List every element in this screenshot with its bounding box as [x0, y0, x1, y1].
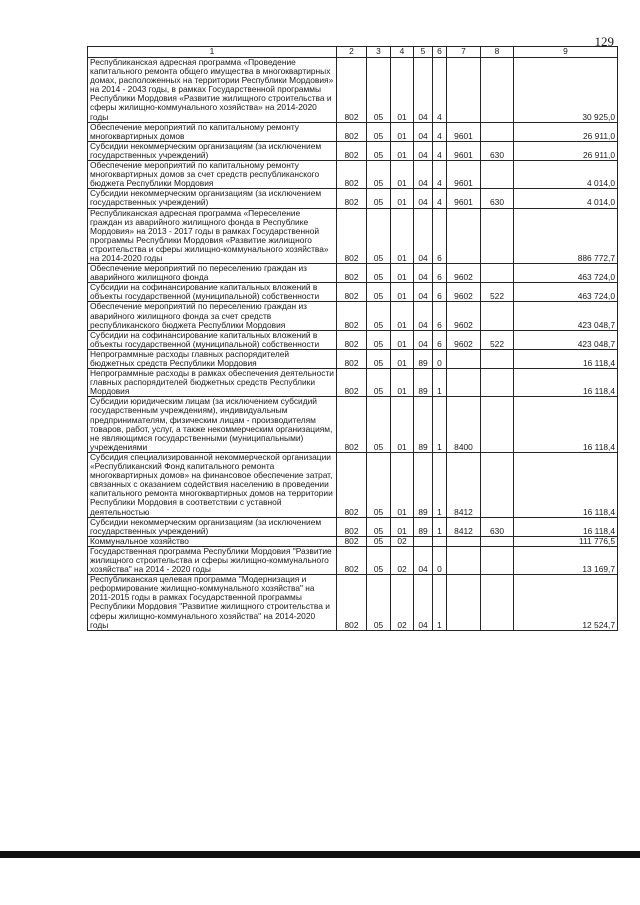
- row-col-6: 4: [433, 161, 447, 189]
- row-col-5: 04: [414, 58, 433, 123]
- row-col-2: 802: [337, 283, 367, 302]
- row-col-7: 9601: [447, 141, 481, 160]
- row-col-3: 05: [367, 122, 391, 141]
- row-col-3: 05: [367, 58, 391, 123]
- row-name: Республиканская адресная программа «Переселение граждан из аварийного жилищного фонда в Республике Мордовия» на 2013 - 2017 годы в рамках Государственной программы Республики Мордовия «Развитие жилищного строительства и сферы жилищно-коммунального хозяйства» на 2014-2020 годы: [88, 208, 337, 264]
- row-col-4: 01: [391, 161, 414, 189]
- row-col-7: [447, 369, 481, 397]
- row-col-2: 802: [337, 302, 367, 330]
- table-row: [88, 264, 618, 283]
- row-col-5: 89: [414, 397, 433, 453]
- row-name: Непрограммные расходы главных распорядителей бюджетных средств Республики Мордовия: [88, 349, 337, 368]
- row-col-7: 9602: [447, 302, 481, 330]
- row-col-2: 802: [337, 575, 367, 631]
- row-col-5: 04: [414, 208, 433, 264]
- row-col-3: 05: [367, 575, 391, 631]
- row-col-6: 6: [433, 283, 447, 302]
- row-col-6: [433, 536, 447, 546]
- header-col-9: 9: [514, 47, 618, 58]
- row-name: Непрограммные расходы в рамках обеспечения деятельности главных распорядителей бюджетных средств Республики Мордовия: [88, 369, 337, 397]
- row-col-6: 6: [433, 208, 447, 264]
- table-row: [88, 58, 618, 123]
- header-col-2: 2: [337, 47, 367, 58]
- row-name: Обеспечение мероприятий по переселению граждан из аварийного жилищного фонда за счет средств республиканского бюджета Республики Мордовия: [88, 302, 337, 330]
- page-number: 129: [594, 34, 614, 49]
- row-amount: 16 118,4: [514, 452, 618, 517]
- row-name: Обеспечение мероприятий по капитальному ремонту многоквартирных домов: [88, 122, 337, 141]
- row-col-7: [447, 546, 481, 574]
- row-col-6: 0: [433, 349, 447, 368]
- table-row: [88, 122, 618, 141]
- table-row: [88, 189, 618, 208]
- row-name: Республиканская адресная программа «Проведение капитального ремонта общего имущества в многоквартирных домах, расположенных на территории Республики Мордовия» на 2014 - 2043 годы, в рамках Государственной программы Республики Мордовия «Развитие жилищного строительства и сферы жилищно-коммунального хозяйства» на 2014-2020 годы: [88, 58, 337, 123]
- table-header-row: [88, 47, 618, 58]
- header-col-7: 7: [447, 47, 481, 58]
- row-col-3: 05: [367, 517, 391, 536]
- row-col-8: 630: [481, 141, 514, 160]
- row-col-2: 802: [337, 536, 367, 546]
- row-col-3: 05: [367, 208, 391, 264]
- row-col-2: 802: [337, 122, 367, 141]
- row-col-5: 04: [414, 302, 433, 330]
- row-col-2: 802: [337, 264, 367, 283]
- header-col-8: 8: [481, 47, 514, 58]
- row-col-8: [481, 58, 514, 123]
- row-col-2: 802: [337, 546, 367, 574]
- row-col-8: [481, 575, 514, 631]
- row-name: Субсидии юридическим лицам (за исключением субсидий государственным учреждениям), индивидуальным предпринимателям, физическим лицам - производителям товаров, работ, услуг, а также некоммерческим организациям, не являющимся государственными (муниципальными) учреждениями: [88, 397, 337, 453]
- row-name: Республиканская целевая программа "Модернизация и реформирование жилищно-коммунального хозяйства" на 2011-2015 годы в рамках Государственной программы Республики Мордовия "Развитие жилищного строительства и сферы жилищно-коммунального хозяйства" на 2014-2020 годы: [88, 575, 337, 631]
- row-col-8: 630: [481, 189, 514, 208]
- row-col-5: 04: [414, 575, 433, 631]
- row-amount: 16 118,4: [514, 517, 618, 536]
- table-row: [88, 517, 618, 536]
- table-row: [88, 397, 618, 453]
- table-row: [88, 349, 618, 368]
- row-col-6: 1: [433, 575, 447, 631]
- row-col-4: 01: [391, 330, 414, 349]
- row-col-3: 05: [367, 452, 391, 517]
- row-col-7: 9602: [447, 330, 481, 349]
- row-col-7: 8412: [447, 452, 481, 517]
- row-name: Субсидии на софинансирование капитальных вложений в объекты государственной (муниципальной) собственности: [88, 283, 337, 302]
- row-col-4: 01: [391, 283, 414, 302]
- row-col-6: 4: [433, 141, 447, 160]
- row-col-2: 802: [337, 397, 367, 453]
- row-col-3: 05: [367, 397, 391, 453]
- row-col-7: 9602: [447, 264, 481, 283]
- row-col-7: 8400: [447, 397, 481, 453]
- row-amount: 4 014,0: [514, 161, 618, 189]
- row-name: Субсидии некоммерческим организациям (за исключением государственных учреждений): [88, 141, 337, 160]
- row-name: Субсидия специализированной некоммерческой организации «Республиканский Фонд капитального ремонта многоквартирных домов» на финансовое обеспечение затрат, связанных с оказанием содействия населению в проведении капитального ремонта многоквартирных домов на территории Республики Мордовия в соответствии с уставной деятельностью: [88, 452, 337, 517]
- table-row: [88, 452, 618, 517]
- row-amount: 26 911,0: [514, 122, 618, 141]
- row-col-4: 01: [391, 208, 414, 264]
- row-col-5: 89: [414, 517, 433, 536]
- row-col-7: [447, 575, 481, 631]
- row-col-2: 802: [337, 369, 367, 397]
- row-col-2: 802: [337, 452, 367, 517]
- row-col-5: 04: [414, 330, 433, 349]
- row-col-8: [481, 369, 514, 397]
- table-row: [88, 330, 618, 349]
- row-col-5: [414, 536, 433, 546]
- row-name: Субсидии некоммерческим организациям (за исключением государственных учреждений): [88, 189, 337, 208]
- row-amount: 13 169,7: [514, 546, 618, 574]
- row-col-8: [481, 397, 514, 453]
- row-col-7: 9601: [447, 161, 481, 189]
- header-col-4: 4: [391, 47, 414, 58]
- row-col-7: 9601: [447, 189, 481, 208]
- row-amount: 16 118,4: [514, 397, 618, 453]
- row-col-3: 05: [367, 546, 391, 574]
- table-row: [88, 575, 618, 631]
- row-amount: 26 911,0: [514, 141, 618, 160]
- row-amount: 16 118,4: [514, 349, 618, 368]
- table-row: [88, 161, 618, 189]
- row-amount: 111 776,5: [514, 536, 618, 546]
- row-col-3: 05: [367, 189, 391, 208]
- row-col-8: [481, 536, 514, 546]
- row-col-3: 05: [367, 369, 391, 397]
- row-col-5: 04: [414, 264, 433, 283]
- row-col-4: 01: [391, 189, 414, 208]
- row-col-3: 05: [367, 141, 391, 160]
- row-col-8: [481, 302, 514, 330]
- row-col-7: 9601: [447, 122, 481, 141]
- row-col-6: 4: [433, 189, 447, 208]
- table-row: [88, 302, 618, 330]
- row-col-5: 89: [414, 349, 433, 368]
- row-col-6: 6: [433, 302, 447, 330]
- row-amount: 463 724,0: [514, 283, 618, 302]
- row-col-8: [481, 264, 514, 283]
- row-col-4: 02: [391, 536, 414, 546]
- row-col-4: 01: [391, 517, 414, 536]
- row-col-2: 802: [337, 161, 367, 189]
- scan-edge-bar: [0, 851, 640, 858]
- row-col-4: 01: [391, 264, 414, 283]
- row-col-2: 802: [337, 189, 367, 208]
- row-col-8: [481, 208, 514, 264]
- row-name: Субсидии некоммерческим организациям (за исключением государственных учреждений): [88, 517, 337, 536]
- row-col-6: 1: [433, 452, 447, 517]
- row-col-8: [481, 452, 514, 517]
- row-col-3: 05: [367, 264, 391, 283]
- row-col-8: 522: [481, 330, 514, 349]
- table-row: [88, 546, 618, 574]
- row-col-6: 1: [433, 397, 447, 453]
- table-row: [88, 208, 618, 264]
- row-col-4: 01: [391, 122, 414, 141]
- header-col-5: 5: [414, 47, 433, 58]
- row-col-8: [481, 546, 514, 574]
- row-col-6: 6: [433, 264, 447, 283]
- row-col-3: 05: [367, 330, 391, 349]
- row-col-6: 4: [433, 122, 447, 141]
- row-col-8: [481, 161, 514, 189]
- budget-table: [87, 46, 618, 631]
- row-col-5: 04: [414, 189, 433, 208]
- row-amount: 30 925,0: [514, 58, 618, 123]
- row-col-4: 01: [391, 452, 414, 517]
- row-col-8: 630: [481, 517, 514, 536]
- row-amount: 12 524,7: [514, 575, 618, 631]
- header-col-6: 6: [433, 47, 447, 58]
- row-col-5: 04: [414, 283, 433, 302]
- row-col-6: 4: [433, 58, 447, 123]
- row-name: Обеспечение мероприятий по капитальному ремонту многоквартирных домов за счет средств республиканского бюджета Республики Мордовия: [88, 161, 337, 189]
- row-col-7: [447, 349, 481, 368]
- row-col-4: 01: [391, 302, 414, 330]
- row-col-5: 89: [414, 452, 433, 517]
- row-amount: 886 772,7: [514, 208, 618, 264]
- row-col-2: 802: [337, 208, 367, 264]
- row-col-3: 05: [367, 283, 391, 302]
- row-col-4: 01: [391, 349, 414, 368]
- row-col-5: 89: [414, 369, 433, 397]
- row-col-7: [447, 208, 481, 264]
- row-col-2: 802: [337, 517, 367, 536]
- row-col-6: 0: [433, 546, 447, 574]
- row-col-3: 05: [367, 349, 391, 368]
- row-amount: 16 118,4: [514, 369, 618, 397]
- row-col-3: 05: [367, 536, 391, 546]
- row-col-5: 04: [414, 161, 433, 189]
- row-amount: 423 048,7: [514, 330, 618, 349]
- row-col-6: 1: [433, 517, 447, 536]
- row-col-8: [481, 122, 514, 141]
- row-col-2: 802: [337, 330, 367, 349]
- row-col-4: 02: [391, 575, 414, 631]
- row-col-7: 9602: [447, 283, 481, 302]
- row-col-7: [447, 58, 481, 123]
- row-col-6: 1: [433, 369, 447, 397]
- row-col-3: 05: [367, 302, 391, 330]
- row-name: Обеспечение мероприятий по переселению граждан из аварийного жилищного фонда: [88, 264, 337, 283]
- row-col-6: 6: [433, 330, 447, 349]
- row-col-2: 802: [337, 141, 367, 160]
- table-body: [88, 58, 618, 631]
- header-col-3: 3: [367, 47, 391, 58]
- header-col-1: 1: [88, 47, 337, 58]
- row-name: Субсидии на софинансирование капитальных вложений в объекты государственной (муниципальной) собственности: [88, 330, 337, 349]
- table-row: [88, 283, 618, 302]
- table-row: [88, 369, 618, 397]
- table-row: [88, 536, 618, 546]
- row-col-8: 522: [481, 283, 514, 302]
- row-amount: 4 014,0: [514, 189, 618, 208]
- row-col-5: 04: [414, 141, 433, 160]
- table-row: [88, 141, 618, 160]
- row-col-4: 01: [391, 141, 414, 160]
- row-amount: 423 048,7: [514, 302, 618, 330]
- row-name: Коммунальное хозяйство: [88, 536, 337, 546]
- row-col-4: 01: [391, 58, 414, 123]
- row-col-4: 02: [391, 546, 414, 574]
- row-col-5: 04: [414, 546, 433, 574]
- row-col-2: 802: [337, 58, 367, 123]
- row-col-3: 05: [367, 161, 391, 189]
- row-col-7: [447, 536, 481, 546]
- row-col-2: 802: [337, 349, 367, 368]
- row-col-7: 8412: [447, 517, 481, 536]
- row-col-5: 04: [414, 122, 433, 141]
- row-col-4: 01: [391, 369, 414, 397]
- row-col-4: 01: [391, 397, 414, 453]
- row-amount: 463 724,0: [514, 264, 618, 283]
- row-name: Государственная программа Республики Мордовия "Развитие жилищного строительства и сферы жилищно-коммунального хозяйства" на 2014 - 2020 годы: [88, 546, 337, 574]
- row-col-8: [481, 349, 514, 368]
